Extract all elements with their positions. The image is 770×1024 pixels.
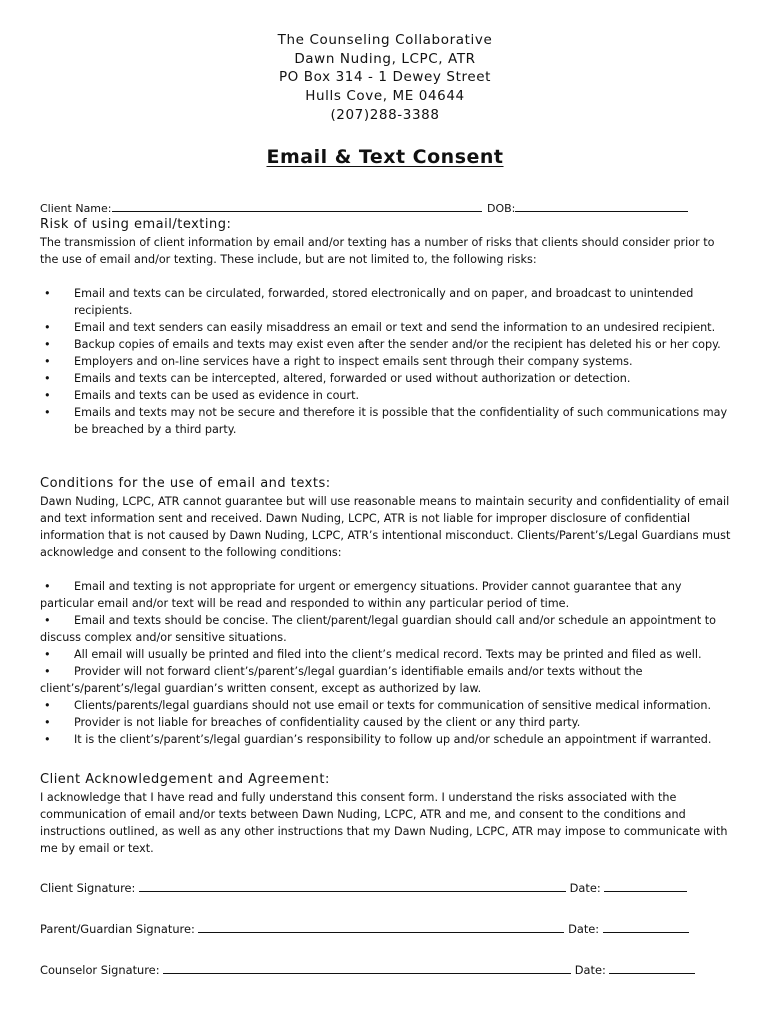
client-name-label: Client Name: — [40, 202, 112, 215]
phone-number: (207)288-3388 — [330, 106, 440, 123]
counselor-date-label: Date: — [574, 963, 606, 977]
client-signature-label: Client Signature: — [40, 881, 136, 895]
client-name-field[interactable] — [112, 200, 482, 212]
client-date-label: Date: — [569, 881, 601, 895]
bullet-icon: • — [44, 406, 51, 419]
org-name: The Counseling Collaborative — [277, 32, 493, 48]
bullet-icon: • — [44, 648, 51, 661]
conditions-heading: Conditions for the use of email and texts: — [40, 476, 331, 491]
list-item: • Clients/parents/legal guardians should not use email or texts for communication of sensitive medical information. — [40, 697, 735, 714]
list-item: • Email and texting is not appropriate for urgent or emergency situations. Provider cannot guarantee that any particular email and/or text will be read and responded to within any particular period of time. — [40, 580, 682, 610]
bullet-icon: • — [44, 716, 51, 729]
bullet-icon: • — [44, 338, 51, 351]
risk-section — [40, 216, 735, 438]
guardian-signature-field[interactable] — [198, 920, 564, 933]
acknowledgement-text: I acknowledge that I have read and fully understand this consent form. I understand the risks associated with the communication of email and/or texts between Dawn Nuding, LCPC, ATR and me, and consent to the conditions and instructions outlined, as well as any other instructions that my Dawn Nuding, LCPC, ATR may impose to communicate with me by email or text. — [40, 791, 728, 855]
conditions-section — [40, 475, 735, 748]
guardian-signature-row — [40, 920, 689, 936]
list-item: • Provider will not forward client’s/parent’s/legal guardian’s identifiable emails and/or texts without the client’s/parent’s/legal guardian’s written consent, except as authorized by law. — [40, 665, 643, 695]
bullet-icon: • — [44, 372, 51, 385]
list-item: • Provider is not liable for breaches of confidentiality caused by the client or any third party. — [40, 714, 735, 731]
bullet-icon: • — [44, 389, 51, 402]
dob-label: DOB: — [487, 202, 516, 215]
list-item: • It is the client’s/parent’s/legal guardian’s responsibility to follow up and/or schedule an appointment if warranted. — [40, 731, 735, 748]
guardian-date-field[interactable] — [603, 920, 689, 933]
acknowledgement-heading: Client Acknowledgement and Agreement: — [40, 772, 330, 787]
bullet-icon: • — [44, 355, 51, 368]
address-line-2: Hulls Cove, ME 04644 — [305, 88, 465, 105]
bullet-icon: • — [44, 733, 51, 746]
list-item: • Email and texts should be concise. The client/parent/legal guardian should call and/or schedule an appointment to discuss complex and/or sensitive situations. — [40, 614, 717, 644]
provider-name: Dawn Nuding, LCPC, ATR — [294, 50, 476, 67]
client-info-row — [40, 200, 688, 215]
client-signature-row — [40, 879, 687, 895]
bullet-icon: • — [44, 580, 51, 593]
bullet-icon: • — [44, 287, 51, 300]
bullet-icon: • — [44, 665, 51, 678]
risk-list — [40, 285, 735, 438]
document-title-text: Email & Text Consent — [266, 146, 504, 168]
risk-heading: Risk of using email/texting: — [40, 217, 232, 232]
conditions-list — [40, 578, 735, 748]
guardian-signature-label: Parent/Guardian Signature: — [40, 922, 195, 936]
bullet-icon: • — [44, 321, 51, 334]
guardian-date-label: Date: — [568, 922, 600, 936]
list-item: • Emails and texts can be intercepted, altered, forwarded or used without authorization or detection. — [44, 372, 631, 385]
document-title — [0, 146, 770, 168]
acknowledgement-section — [40, 771, 735, 857]
dob-field[interactable] — [515, 200, 688, 212]
counselor-signature-row — [40, 961, 695, 977]
list-item: • Emails and texts may not be secure and therefore it is possible that the confidentiality of such communications may be breached by a third party. — [44, 406, 728, 436]
list-item: • All email will usually be printed and filed into the client’s medical record. Texts may be printed and filed as well. — [40, 646, 735, 663]
list-item: • Backup copies of emails and texts may exist even after the sender and/or the recipient has deleted his or her copy. — [44, 338, 721, 351]
letterhead — [0, 31, 770, 125]
list-item: • Email and texts can be circulated, forwarded, stored electronically and on paper, and broadcast to unintended recipients. — [44, 287, 694, 317]
counselor-signature-field[interactable] — [163, 961, 571, 974]
risk-intro: The transmission of client information by email and/or texting has a number of risks that clients should consider prior to the use of email and/or texting. These include, but are not limited to, the following risks: — [40, 236, 715, 266]
list-item: • Employers and on-line services have a right to inspect emails sent through their company systems. — [44, 355, 633, 368]
list-item: • Emails and texts can be used as evidence in court. — [44, 389, 360, 402]
list-item: • Email and text senders can easily misaddress an email or text and send the information to an undesired recipient. — [44, 321, 716, 334]
client-date-field[interactable] — [604, 879, 687, 892]
conditions-intro: Dawn Nuding, LCPC, ATR cannot guarantee but will use reasonable means to maintain security and confidentiality of email and text information sent and received. Dawn Nuding, LCPC, ATR is not liable for improper disclosure of confidential information that is not caused by Dawn Nuding, LCPC, ATR’s intentional misconduct. Clients/Parent’s/Legal Guardians must acknowledge and consent to the following conditions: — [40, 495, 731, 559]
bullet-icon: • — [44, 699, 51, 712]
counselor-signature-label: Counselor Signature: — [40, 963, 160, 977]
bullet-icon: • — [44, 614, 51, 627]
address-line-1: PO Box 314 - 1 Dewey Street — [278, 69, 492, 86]
client-signature-field[interactable] — [139, 879, 566, 892]
counselor-date-field[interactable] — [609, 961, 695, 974]
